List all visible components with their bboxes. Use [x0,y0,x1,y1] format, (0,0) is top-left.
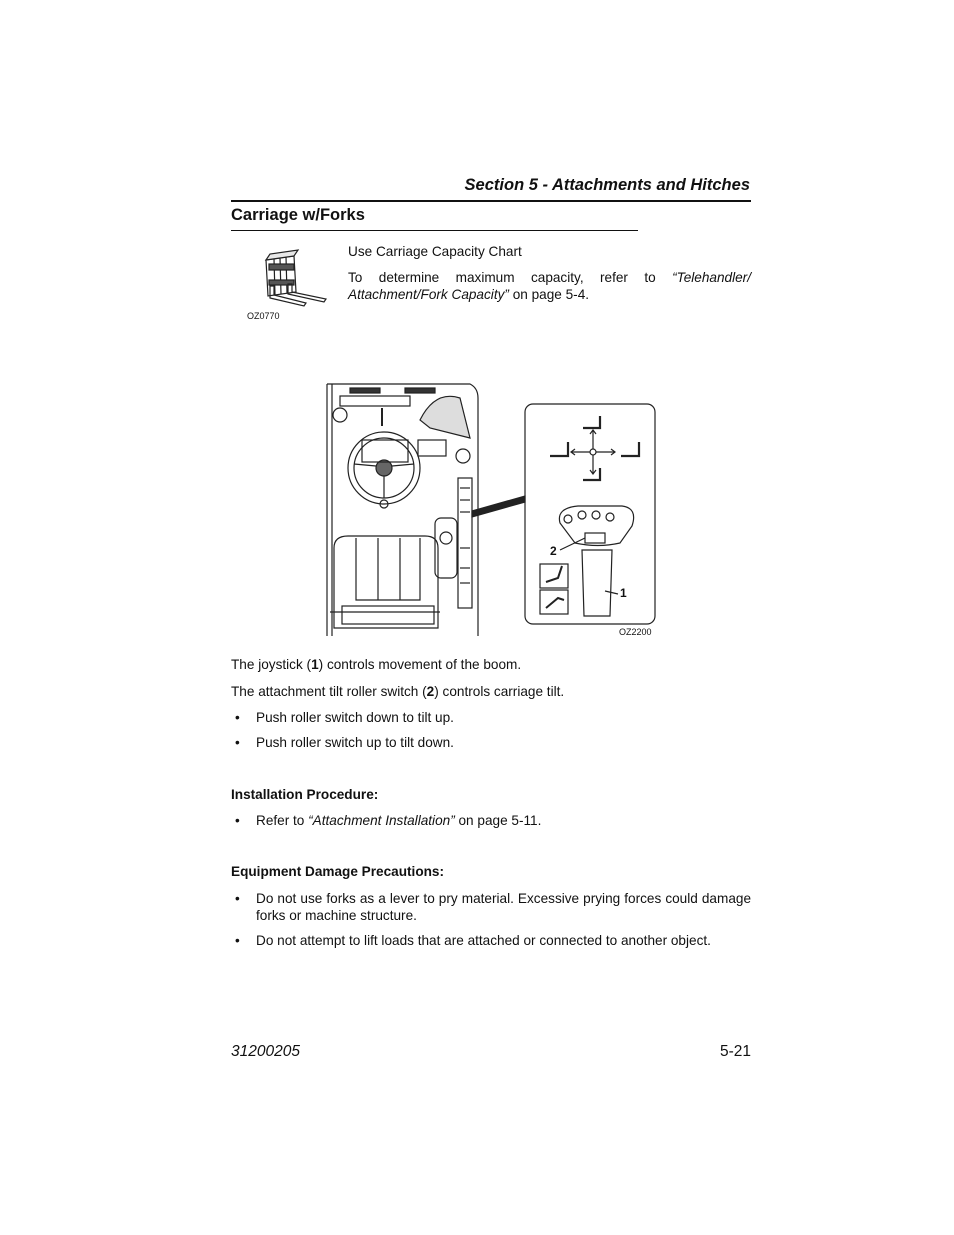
carriage-fork-icon [244,248,328,310]
bullet-text: Push roller switch up to tilt down. [256,735,454,750]
joystick-paragraph [231,656,521,673]
page-number: 5-21 [719,1043,751,1060]
bullet-text [256,812,751,829]
section-title: Section 5 - Attachments and Hitches [464,176,750,194]
list-item [235,709,751,726]
bullet-dot: • [235,735,240,750]
doc-number: 31200205 [231,1043,300,1060]
tilt-paragraph [231,683,564,700]
installation-ref-suffix: on page 5-11. [454,813,542,828]
bullet-text: Do not attempt to lift loads that are attached or connected to another object. [256,933,711,948]
joystick-suffix: ) controls movement of the boom. [318,657,522,672]
precautions-heading: Equipment Damage Precautions: [231,864,445,879]
cab-joystick-illustration [320,378,665,643]
installation-ref-prefix: Refer to [256,813,309,828]
callout-2: 2 [550,544,557,558]
installation-heading: Installation Procedure: [231,787,379,802]
callout-1: 1 [620,586,627,600]
installation-ref-link[interactable]: “Attachment Installation” [308,813,455,828]
list-item [235,932,751,949]
bullet-text: Push roller switch down to tilt up. [256,710,454,725]
figure-code: OZ2200 [619,627,652,637]
bullet-dot: • [235,891,240,906]
list-item [235,812,751,829]
tilt-number: 2 [426,684,435,699]
tilt-prefix: The attachment tilt roller switch ( [231,684,427,699]
capacity-ref-link[interactable]: “Telehandler/ Attachment/Fork Capacity” [348,270,751,302]
joystick-prefix: The joystick ( [231,657,312,672]
bullet-dot: • [235,813,240,828]
capacity-chart-note: Use Carriage Capacity Chart [348,244,522,259]
bullet-dot: • [235,933,240,948]
list-item [235,734,751,751]
bullet-dot: • [235,710,240,725]
capacity-ref-prefix: To determine maximum capacity, refer to [348,270,673,285]
list-item [235,890,751,924]
section-rule [231,200,751,202]
capacity-reference [348,269,751,303]
tilt-suffix: ) controls carriage tilt. [434,684,565,699]
joystick-number: 1 [311,657,319,672]
capacity-ref-suffix: on page 5-4. [508,287,590,302]
bullet-text: Do not use forks as a lever to pry material. Excessive prying forces could damage forks or machine structure. [256,891,751,923]
fork-icon-code: OZ0770 [247,311,280,321]
page-title: Carriage w/Forks [231,206,365,224]
title-rule [231,230,638,231]
